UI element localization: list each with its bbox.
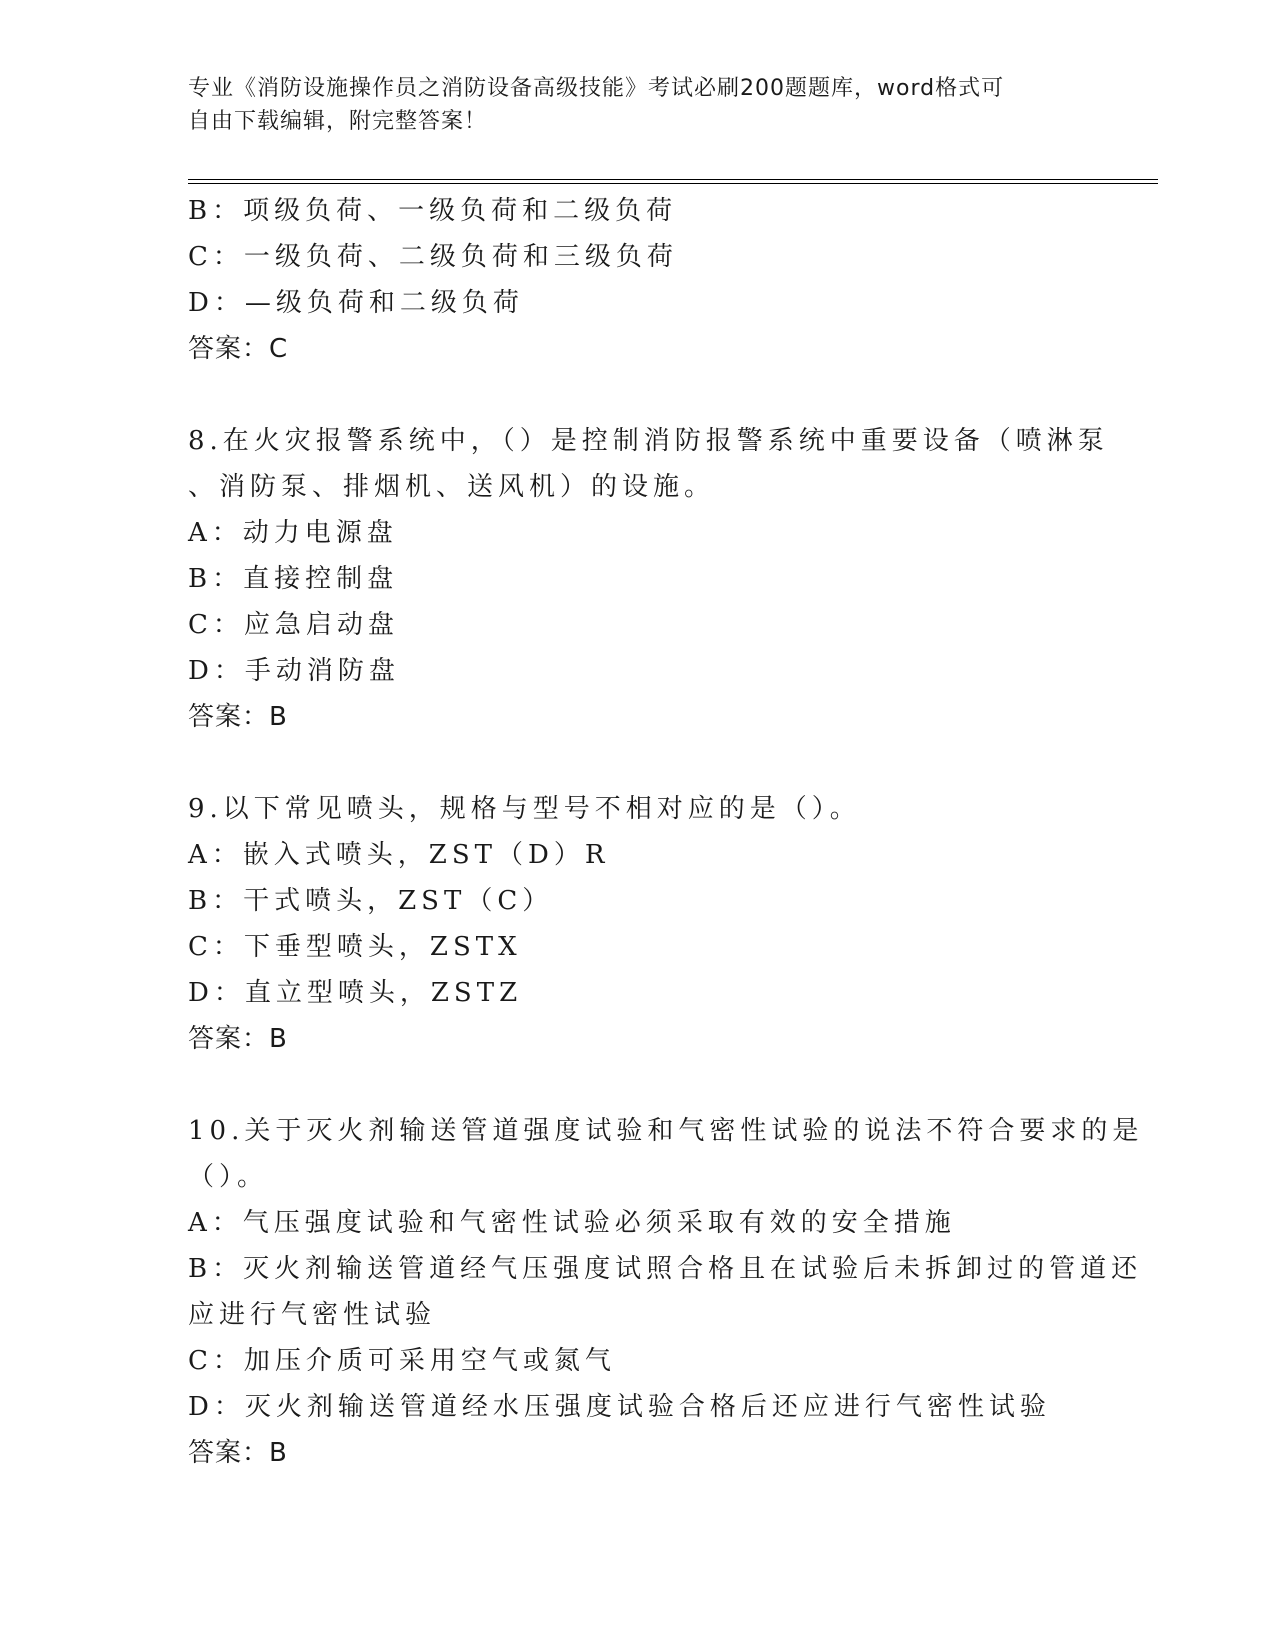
header-divider-thin <box>188 183 1158 184</box>
option-d: D：手动消防盘 <box>188 656 400 686</box>
option-d: D：灭火剂输送管道经水压强度试验合格后还应进行气密性试验 <box>188 1392 1051 1422</box>
question-list <box>188 188 1144 1476</box>
option-c: C：一级负荷、二级负荷和三级负荷 <box>188 242 678 272</box>
question-stem-line: （）。 <box>188 1162 269 1192</box>
option-c: C：加压介质可采用空气或氮气 <box>188 1346 616 1376</box>
option-a: A：嵌入式喷头，ZST（D）R <box>188 840 610 870</box>
option-a: A：气压强度试验和气密性试验必须采取有效的安全措施 <box>188 1208 956 1238</box>
header-line-1: 专业《消防设施操作员之消防设备高级技能》考试必刷200题题库，word格式可 <box>188 76 1005 101</box>
option-b: B：直接控制盘 <box>188 564 399 594</box>
spacer <box>188 1062 1088 1108</box>
header-line-2: 自由下载编辑，附完整答案！ <box>188 109 488 134</box>
option-d: D：直立型喷头，ZSTZ <box>188 978 523 1008</box>
option-b-line: 应进行气密性试验 <box>188 1300 437 1330</box>
option-d: D：—级负荷和二级负荷 <box>188 288 524 318</box>
option-c: C：应急启动盘 <box>188 610 399 640</box>
spacer <box>188 740 1088 786</box>
document-header <box>188 72 1068 138</box>
answer-line: 答案：B <box>188 1438 288 1468</box>
question-stem: 9.以下常见喷头，规格与型号不相对应的是（）。 <box>188 794 861 824</box>
spacer <box>188 372 1088 418</box>
option-a: A：动力电源盘 <box>188 518 398 548</box>
option-b-line: B：灭火剂输送管道经气压强度试照合格且在试验后未拆卸过的管道还 <box>188 1254 1143 1284</box>
question-stem-line: 8.在火灾报警系统中，（）是控制消防报警系统中重要设备（喷淋泵 <box>188 426 1109 456</box>
answer-line: 答案：C <box>188 334 289 364</box>
question-stem-line: 10.关于灭火剂输送管道强度试验和气密性试验的说法不符合要求的是 <box>188 1116 1144 1146</box>
option-b: B：干式喷头，ZST（C） <box>188 886 554 916</box>
option-b: B：项级负荷、一级负荷和二级负荷 <box>188 196 678 226</box>
answer-line: 答案：B <box>188 1024 288 1054</box>
header-divider <box>188 179 1158 180</box>
question-9 <box>188 786 1088 1062</box>
answer-line: 答案：B <box>188 702 288 732</box>
question-10 <box>188 1108 1144 1476</box>
option-c: C：下垂型喷头，ZSTX <box>188 932 522 962</box>
question-stem-line: 、消防泵、排烟机、送风机）的设施。 <box>188 472 716 502</box>
question-7 <box>188 188 1088 372</box>
question-8 <box>188 418 1109 740</box>
